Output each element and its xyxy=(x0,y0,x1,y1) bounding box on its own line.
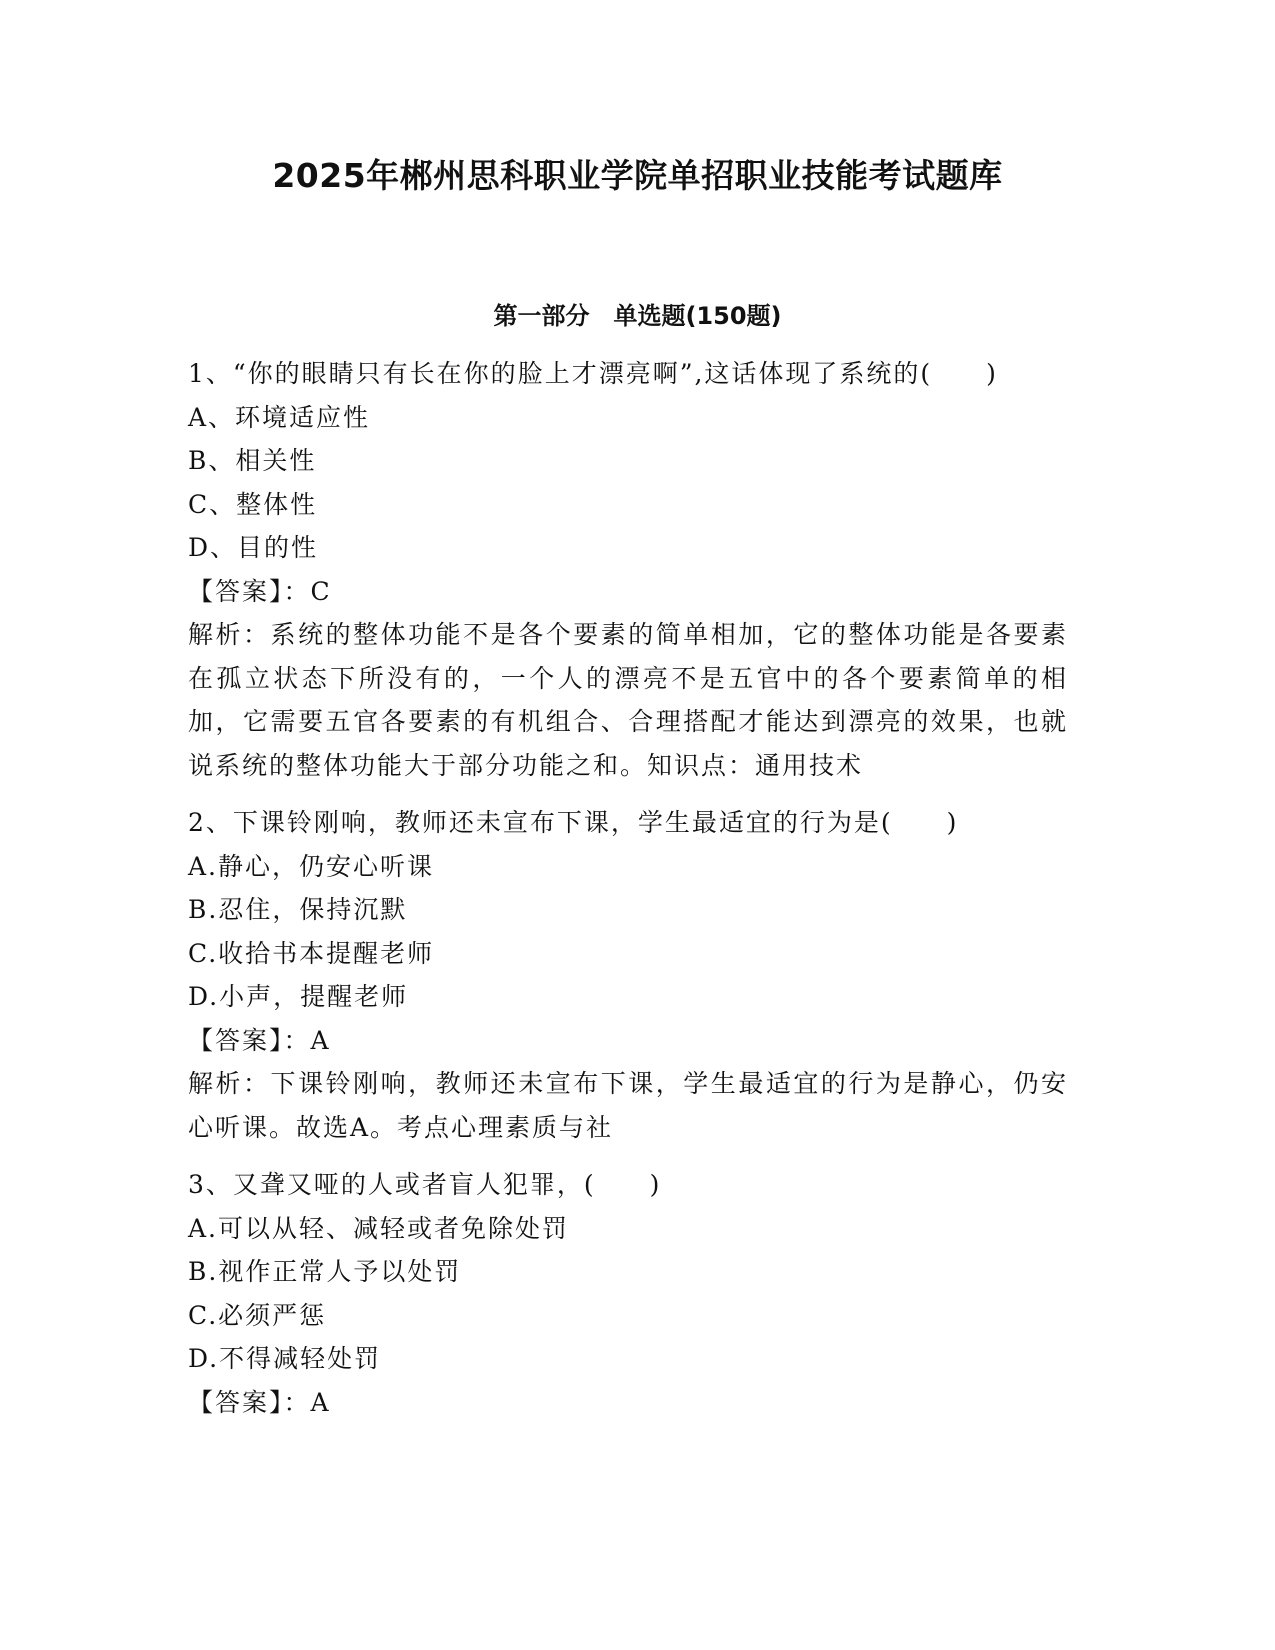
question-list xyxy=(188,352,1068,1438)
option-d: D、目的性 xyxy=(188,533,319,562)
option-a: A、环境适应性 xyxy=(188,402,371,432)
question-text: 2、下课铃刚响，教师还未宣布下课，学生最适宜的行为是( ) xyxy=(188,808,959,837)
explanation: 解析：系统的整体功能不是各个要素的简单相加，它的整体功能是各要素在孤立状态下所没有的，一个人的漂亮不是五官中的各个要素简单的相加，它需要五官各要素的有机组合、合理搭配才能达到漂亮的效果，也就说系统的整体功能大于部分功能之和。知识点：通用技术 xyxy=(188,620,1068,780)
question-3 xyxy=(188,1163,1068,1424)
question-text: 1、“你的眼睛只有长在你的脸上才漂亮啊”,这话体现了系统的( ) xyxy=(188,359,998,388)
question-1 xyxy=(188,352,1068,787)
answer: 【答案】：C xyxy=(188,576,332,606)
explanation: 解析：下课铃刚响，教师还未宣布下课，学生最适宜的行为是静心，仍安心听课。故选A。考点心理素质与社 xyxy=(188,1069,1068,1142)
option-a: A.可以从轻、减轻或者免除处罚 xyxy=(188,1213,570,1243)
option-b: B.忍住，保持沉默 xyxy=(188,895,408,924)
section-title: 第一部分 单选题(150题) xyxy=(493,302,782,330)
option-a: A.静心，仍安心听课 xyxy=(188,851,435,881)
answer: 【答案】：A xyxy=(188,1025,331,1055)
option-c: C、整体性 xyxy=(188,489,318,519)
option-d: D.小声，提醒老师 xyxy=(188,982,409,1011)
option-c: C.必须严惩 xyxy=(188,1300,327,1330)
question-2 xyxy=(188,801,1068,1149)
option-d: D.不得减轻处罚 xyxy=(188,1344,382,1373)
option-c: C.收拾书本提醒老师 xyxy=(188,938,435,968)
document-title: 2025年郴州思科职业学院单招职业技能考试题库 xyxy=(272,156,1003,195)
option-b: B、相关性 xyxy=(188,446,317,475)
answer: 【答案】：A xyxy=(188,1387,331,1417)
question-text: 3、又聋又哑的人或者盲人犯罪，( ) xyxy=(188,1170,662,1199)
option-b: B.视作正常人予以处罚 xyxy=(188,1257,462,1286)
